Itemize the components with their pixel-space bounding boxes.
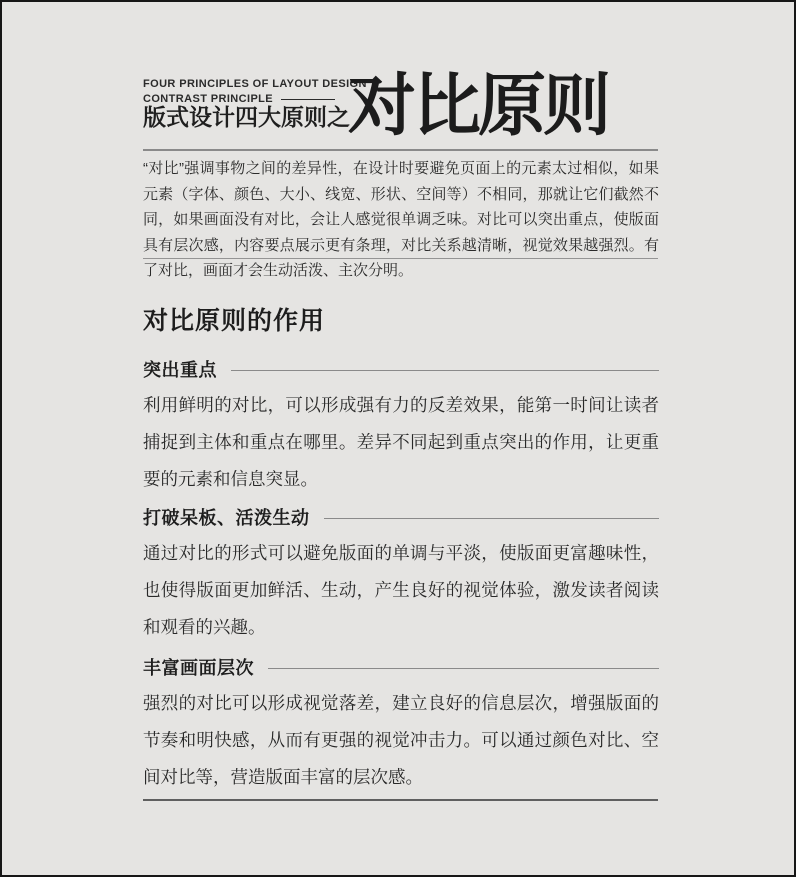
subsection-heading-rule — [231, 370, 659, 371]
header-divider — [143, 149, 658, 151]
subsection-enrich-layers — [143, 657, 659, 796]
subsection-heading: 突出重点 — [143, 360, 217, 380]
subsection-body: 通过对比的形式可以避免版面的单调与平淡，使版面更富趣味性，也使得版面更加鲜活、生动，产生良好的视觉体验，激发读者阅读和观看的兴趣。 — [143, 543, 659, 637]
header-subtitle-chinese: 版式设计四大原则之 — [143, 104, 350, 130]
eyebrow-dash-rule — [281, 99, 335, 100]
subsection-break-rigidity — [143, 507, 659, 646]
eyebrow-english-line1: FOUR PRINCIPLES OF LAYOUT DESIGN — [143, 78, 367, 90]
subsection-heading: 丰富画面层次 — [143, 658, 254, 678]
eyebrow-english-line2: CONTRAST PRINCIPLE — [143, 93, 274, 105]
intro-divider — [143, 258, 658, 259]
subsection-heading-rule — [268, 668, 659, 669]
footer-divider — [143, 799, 658, 801]
page-title: 对比原则 — [348, 68, 609, 144]
subsection-heading-row — [143, 507, 659, 529]
section-title: 对比原则的作用 — [143, 307, 326, 335]
subsection-heading-row — [143, 657, 659, 679]
subsection-heading-row — [143, 359, 659, 381]
intro-paragraph: “对比”强调事物之间的差异性，在设计时要避免页面上的元素太过相似，如果元素（字体、颜色、大小、线宽、形状、空间等）不相同，那就让它们截然不同，如果画面没有对比，会让人感觉很单调乏味。对比可以突出重点，使版面具有层次感，内容要点展示更有条理，对比关系越清晰，视觉效果越强烈。有了对比，画面才会生动活泼、主次分明。 — [143, 160, 659, 279]
subsection-body: 强烈的对比可以形成视觉落差，建立良好的信息层次，增强版面的节奏和明快感，从而有更强的视觉冲击力。可以通过颜色对比、空间对比等，营造版面丰富的层次感。 — [143, 693, 659, 787]
subsection-highlight-key-points — [143, 359, 659, 498]
subsection-heading: 打破呆板、活泼生动 — [143, 508, 310, 528]
subsection-body: 利用鲜明的对比，可以形成强有力的反差效果，能第一时间让读者捕捉到主体和重点在哪里。差异不同起到重点突出的作用，让更重要的元素和信息突显。 — [143, 395, 659, 489]
subsection-heading-rule — [324, 518, 660, 519]
